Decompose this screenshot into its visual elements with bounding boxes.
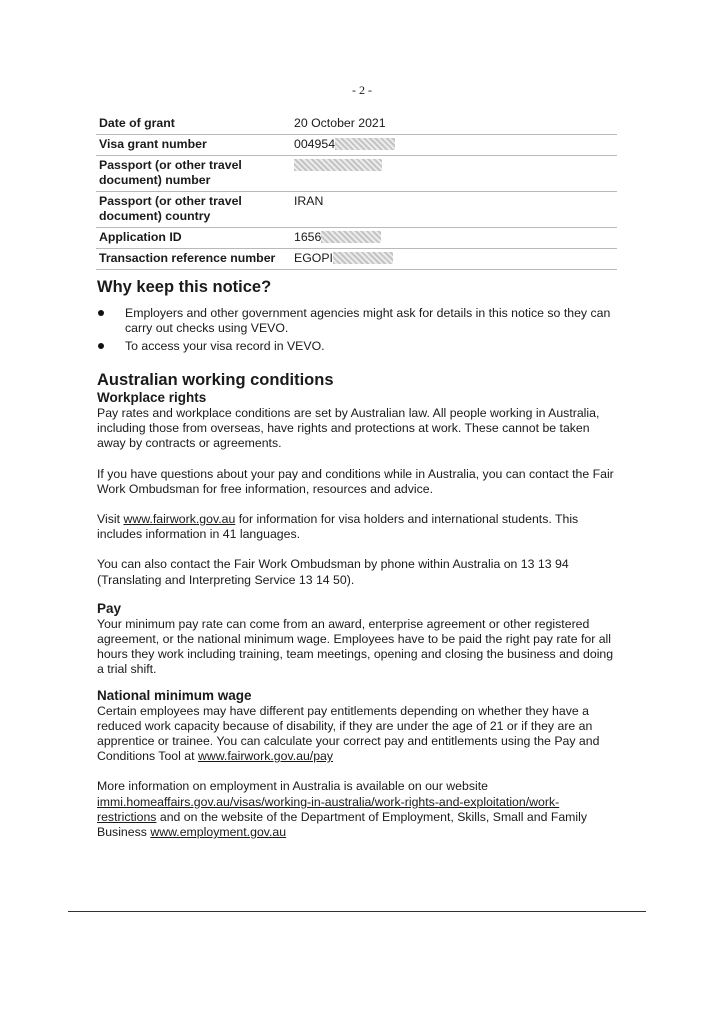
grant-label: Application ID: [96, 228, 291, 249]
employment-gov-link[interactable]: www.employment.gov.au: [150, 825, 287, 840]
grant-label: Date of grant: [96, 114, 291, 135]
working-conditions-heading: Australian working conditions: [97, 371, 334, 389]
grant-value: 1656: [291, 228, 617, 249]
workplace-rights-para-1: Pay rates and workplace conditions are set by Australian law. All people working in Australia, including those from overseas, have rights and protections at work. These cannot be taken away by contracts or agreements.: [97, 406, 600, 451]
national-minimum-wage-heading: National minimum wage: [97, 687, 252, 703]
national-minimum-wage-para: Certain employees may have different pay entitlements depending on whether they have a reduced work capacity because of disability, if they are under the age of 21 or if they are an apprentice or trainee. You can calculate your correct pay and entitlements using the Pay and Conditions Tool at www.fairwork.gov.au/pay: [97, 703, 600, 764]
table-row: [96, 249, 617, 270]
list-item: Employers and other government agencies might ask for details in this notice so they can carry out checks using VEVO.: [97, 306, 612, 336]
page-number: - 2 -: [352, 83, 372, 97]
table-row: [96, 228, 617, 249]
immi-homeaffairs-link[interactable]: immi.homeaffairs.gov.au/visas/working-in-australia/work-rights-and-exploitation/work-restrictions: [97, 794, 560, 824]
grant-value: EGOPI: [291, 249, 617, 270]
bullet-icon: [98, 310, 104, 316]
redacted-value: [321, 231, 381, 243]
working-conditions-section: [97, 371, 617, 855]
pay-heading: Pay: [97, 600, 122, 616]
table-row: [96, 114, 617, 135]
fairwork-link[interactable]: www.fairwork.gov.au: [123, 512, 236, 527]
grant-value: 004954: [291, 135, 617, 156]
redacted-value: [333, 252, 393, 264]
workplace-rights-para-4: You can also contact the Fair Work Ombudsman by phone within Australia on 13 13 94 (Translating and Interpreting Service 13 14 50).: [97, 557, 569, 587]
grant-value: 20 October 2021: [291, 114, 617, 135]
table-row: [96, 156, 617, 192]
table-row: [96, 192, 617, 228]
footer-divider: [68, 911, 646, 912]
redacted-value: [335, 138, 395, 150]
grant-value: IRAN: [291, 192, 617, 228]
grant-value: [291, 156, 617, 192]
pay-para: Your minimum pay rate can come from an award, enterprise agreement or other registered agreement, or the national minimum wage. Employees have to be paid the right pay rate for all hours they work including training, team meetings, opening and closing the business and doing a trial shift.: [97, 616, 614, 677]
bullet-icon: [98, 343, 104, 349]
workplace-rights-heading: Workplace rights: [97, 390, 207, 405]
why-keep-heading: Why keep this notice?: [97, 278, 272, 296]
grant-label: Transaction reference number: [96, 249, 291, 270]
grant-details-table: [96, 114, 617, 270]
redacted-value: [294, 159, 382, 171]
workplace-rights-para-2: If you have questions about your pay and conditions while in Australia, you can contact the Fair Work Ombudsman for free information, resources and advice.: [97, 466, 614, 496]
grant-label: Passport (or other travel document) country: [96, 192, 291, 228]
more-info-para: More information on employment in Australia is available on our website immi.homeaffairs.gov.au/visas/working-in-australia/work-rights-and-exploitation/work-restrictions and on the website of the Department of Employment, Skills, Small and Family Business www.employment.gov.au: [97, 779, 588, 840]
list-item: To access your visa record in VEVO.: [97, 339, 612, 354]
workplace-rights-para-3: Visit www.fairwork.gov.au for information for visa holders and international students. This includes information in 41 languages.: [97, 512, 579, 542]
grant-label: Passport (or other travel document) number: [96, 156, 291, 192]
grant-label: Visa grant number: [96, 135, 291, 156]
table-row: [96, 135, 617, 156]
why-keep-list: [97, 306, 612, 357]
fairwork-pay-link[interactable]: www.fairwork.gov.au/pay: [197, 749, 334, 764]
